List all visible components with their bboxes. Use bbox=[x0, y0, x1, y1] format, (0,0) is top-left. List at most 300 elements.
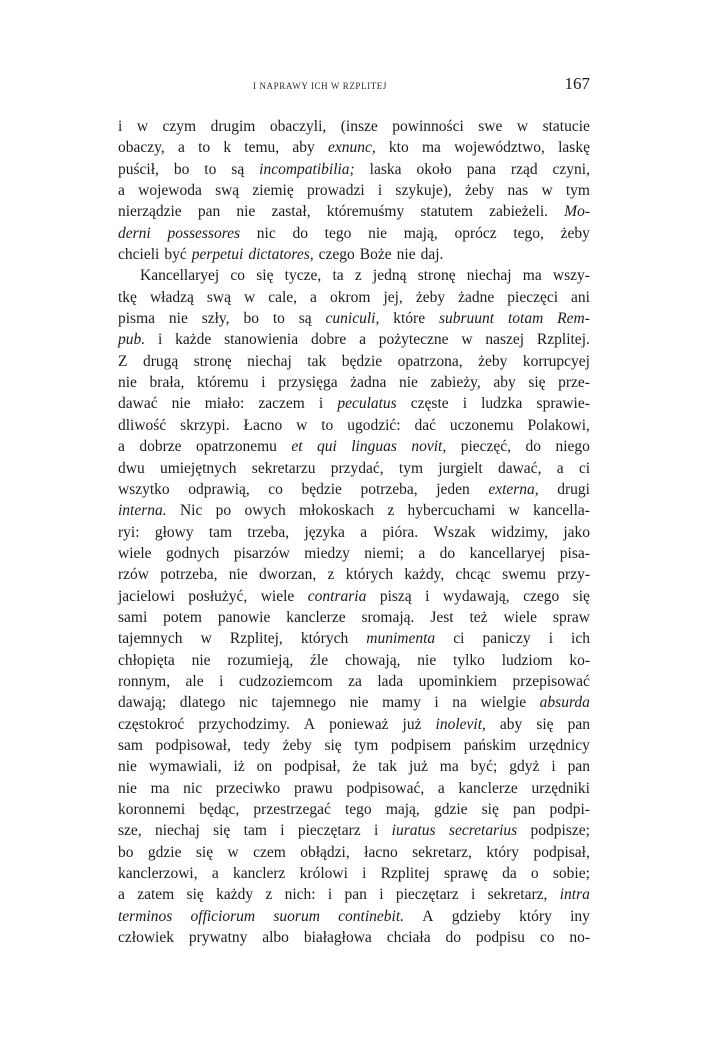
word: nie bbox=[398, 374, 418, 392]
word: nas bbox=[507, 182, 529, 200]
text-line bbox=[118, 543, 590, 564]
word: prze- bbox=[558, 374, 590, 392]
word: tak bbox=[307, 352, 327, 370]
word: miedzy bbox=[304, 544, 350, 562]
word: podpisał, bbox=[533, 843, 590, 861]
word: w bbox=[243, 288, 256, 306]
word: dobrze bbox=[139, 438, 182, 456]
word: dobre bbox=[310, 331, 347, 349]
word: każde bbox=[175, 331, 212, 349]
text-line bbox=[118, 628, 590, 649]
word: nic bbox=[183, 779, 203, 797]
word: są bbox=[231, 160, 245, 178]
word: laska bbox=[369, 160, 402, 178]
latin-word: continebit. bbox=[338, 907, 405, 925]
word: ponieważ bbox=[329, 715, 389, 733]
word: w bbox=[461, 331, 473, 349]
word: (insze bbox=[340, 118, 378, 135]
word: dwu bbox=[118, 459, 145, 477]
word: i bbox=[327, 886, 333, 904]
word: drugi bbox=[557, 480, 590, 498]
word: gdyż bbox=[509, 758, 540, 776]
word: się bbox=[481, 801, 499, 818]
text-line bbox=[118, 820, 590, 841]
word: w bbox=[200, 630, 212, 648]
word: niemi; bbox=[364, 544, 404, 562]
word: prawu bbox=[293, 779, 333, 797]
word: ma bbox=[522, 267, 542, 285]
word: do bbox=[439, 544, 456, 562]
word: białagłowa bbox=[303, 929, 372, 947]
word: ta bbox=[332, 267, 344, 285]
text-line bbox=[118, 842, 590, 863]
word: każdy bbox=[216, 886, 254, 904]
word: pana bbox=[466, 160, 496, 178]
word: przychodzimy. bbox=[198, 715, 290, 733]
latin-word: subruunt bbox=[438, 310, 495, 328]
word: pieczętarz bbox=[395, 886, 459, 904]
word: lada bbox=[377, 672, 404, 690]
word: odprawią, bbox=[188, 480, 250, 498]
word: w bbox=[296, 416, 308, 434]
word: ci bbox=[453, 630, 465, 648]
word: tylko bbox=[453, 651, 485, 669]
word: pożyteczne bbox=[378, 331, 449, 349]
word: głowy bbox=[154, 523, 194, 541]
word: nierządzie bbox=[118, 203, 182, 221]
text-line bbox=[118, 884, 590, 905]
word: zastał, bbox=[271, 203, 311, 221]
word: wydawają, bbox=[442, 587, 510, 605]
text-line bbox=[118, 927, 590, 948]
word: jako bbox=[563, 523, 590, 541]
word: nic bbox=[256, 224, 276, 242]
word: czym bbox=[162, 118, 197, 135]
word: dać bbox=[414, 416, 436, 434]
latin-word: absurda bbox=[539, 694, 590, 712]
word: żeby bbox=[415, 288, 446, 306]
word: których bbox=[345, 566, 394, 584]
word: które bbox=[393, 310, 426, 328]
word: nie bbox=[368, 224, 388, 242]
latin-word: suorum bbox=[273, 907, 320, 925]
word: zabieżeli. bbox=[489, 203, 549, 221]
word: iż bbox=[233, 758, 245, 776]
word: wiele bbox=[503, 608, 538, 626]
word: zatem bbox=[137, 886, 175, 904]
word: opatrzonemu bbox=[195, 438, 277, 456]
word: kanclerze bbox=[286, 608, 346, 626]
word: w bbox=[227, 843, 239, 861]
latin-word: secretarius bbox=[448, 822, 518, 840]
word: podpisować, bbox=[346, 779, 425, 797]
word: być bbox=[164, 246, 187, 264]
word: o bbox=[530, 865, 539, 883]
latin-word: cuniculi, bbox=[325, 310, 380, 328]
word: czem bbox=[253, 843, 286, 861]
word: tego bbox=[324, 224, 352, 242]
word: się bbox=[256, 267, 274, 285]
latin-word: externa, bbox=[488, 480, 539, 498]
text-line bbox=[118, 244, 590, 265]
word: stronę bbox=[193, 352, 232, 370]
word: a bbox=[437, 779, 445, 797]
word: Kancellaryej bbox=[140, 267, 220, 285]
word: aby bbox=[493, 374, 516, 392]
word: około bbox=[416, 160, 452, 178]
word: kto bbox=[388, 139, 409, 157]
word: to bbox=[321, 416, 334, 434]
word: ludziom bbox=[501, 651, 553, 669]
word: dliwość bbox=[118, 416, 167, 434]
word: też bbox=[469, 608, 488, 626]
word: przy- bbox=[557, 566, 590, 584]
word: chowają, bbox=[344, 651, 401, 669]
latin-word: inolevit, bbox=[435, 715, 486, 733]
word: urzędnicy bbox=[528, 736, 590, 754]
text-line bbox=[118, 500, 590, 521]
text-line bbox=[118, 735, 590, 756]
word: władzą bbox=[149, 288, 194, 306]
text-line bbox=[118, 756, 590, 777]
word: a bbox=[118, 182, 125, 200]
word: szły, bbox=[201, 310, 230, 328]
word: swe bbox=[478, 118, 503, 135]
word: podpi- bbox=[549, 801, 590, 818]
latin-word: interna. bbox=[118, 502, 167, 520]
word: pan bbox=[567, 758, 590, 776]
word: tym bbox=[565, 182, 590, 200]
latin-word: contraria bbox=[307, 587, 367, 605]
word: kancella- bbox=[533, 502, 590, 520]
word: i bbox=[219, 672, 224, 690]
word: chłopięta bbox=[118, 651, 175, 669]
word: dawać, bbox=[497, 459, 542, 477]
word: i bbox=[548, 630, 553, 648]
word: żeby bbox=[282, 736, 312, 754]
latin-word: perpetui bbox=[191, 246, 244, 264]
word: to bbox=[198, 139, 211, 157]
word: a bbox=[360, 523, 368, 541]
word: cale, bbox=[268, 288, 298, 306]
word: umiejętnych bbox=[159, 459, 237, 477]
word: stanowienia bbox=[224, 331, 299, 349]
word: i bbox=[157, 331, 163, 349]
word: każdy, bbox=[404, 566, 445, 584]
word: drugą bbox=[142, 352, 179, 370]
text-line bbox=[118, 415, 590, 436]
text-line bbox=[118, 863, 590, 884]
word: Rzplitej. bbox=[536, 331, 590, 349]
word: w bbox=[136, 118, 149, 135]
word: Polakowi, bbox=[527, 416, 590, 434]
word: pan bbox=[344, 886, 367, 904]
word: jeden bbox=[436, 480, 470, 498]
word: dawać bbox=[118, 395, 158, 413]
word: nie bbox=[171, 395, 191, 413]
word: człowiek bbox=[118, 929, 174, 947]
latin-word: officiorum bbox=[190, 907, 256, 925]
word: drugim bbox=[210, 118, 256, 135]
word: cudzoziemcom bbox=[238, 672, 333, 690]
word: się bbox=[572, 587, 590, 605]
word: już bbox=[402, 715, 422, 733]
word: wielgie bbox=[480, 694, 527, 712]
word: mamy bbox=[382, 694, 421, 712]
word: prowadzi bbox=[306, 182, 365, 200]
text-line bbox=[118, 265, 590, 286]
word: wszy- bbox=[552, 267, 590, 285]
word: oprócz bbox=[454, 224, 497, 242]
text-line bbox=[118, 564, 590, 585]
word: i bbox=[379, 886, 384, 904]
word: dlatego bbox=[179, 694, 226, 712]
word: bo bbox=[118, 843, 134, 861]
word: że bbox=[352, 758, 367, 776]
word: pan bbox=[197, 203, 221, 221]
word: urzędniki bbox=[531, 779, 590, 797]
word: i bbox=[377, 182, 383, 200]
word: tak bbox=[378, 758, 398, 776]
word: mają, bbox=[385, 801, 420, 818]
word: Wszak bbox=[433, 523, 476, 541]
word: częste bbox=[410, 395, 449, 413]
word: tego, bbox=[513, 224, 544, 242]
word: tedy bbox=[243, 736, 271, 754]
word: korrupcyej bbox=[522, 352, 590, 370]
word: się bbox=[324, 736, 342, 754]
word: nie bbox=[118, 374, 137, 392]
word: kancellaryej bbox=[469, 544, 546, 562]
word: niechaj bbox=[466, 267, 512, 285]
word: nie bbox=[228, 566, 248, 584]
word: i bbox=[551, 758, 556, 776]
word: co bbox=[230, 267, 246, 285]
word: swą bbox=[206, 288, 231, 306]
word: sekretarz, bbox=[487, 886, 548, 904]
word: puścił, bbox=[118, 160, 159, 178]
word: ma bbox=[421, 139, 441, 157]
word: do bbox=[525, 438, 541, 456]
word: i bbox=[280, 822, 285, 840]
word: piszą bbox=[379, 587, 412, 605]
word: młokoskach bbox=[299, 502, 375, 520]
word: i bbox=[362, 865, 367, 883]
text-line bbox=[118, 479, 590, 500]
word: będzie bbox=[301, 480, 342, 498]
word: a bbox=[418, 544, 426, 562]
word: pisa- bbox=[559, 544, 590, 562]
word: brała, bbox=[149, 374, 185, 392]
latin-word: exnunc, bbox=[327, 139, 376, 157]
word: A bbox=[303, 715, 316, 733]
word: skrzypi. bbox=[180, 416, 230, 434]
word: których bbox=[300, 630, 349, 648]
word: swemu bbox=[502, 566, 547, 584]
word: Jest bbox=[430, 608, 454, 626]
word: nie bbox=[168, 310, 188, 328]
text-line bbox=[118, 778, 590, 799]
word: sam bbox=[118, 736, 143, 754]
word: prywatny bbox=[188, 929, 248, 947]
word: zaczem bbox=[258, 395, 305, 413]
word: ma bbox=[150, 779, 170, 797]
word: i bbox=[261, 374, 266, 392]
word: wiele bbox=[118, 544, 152, 562]
word: nie bbox=[417, 651, 437, 669]
text-line bbox=[118, 372, 590, 393]
word: się bbox=[195, 843, 214, 861]
word: i bbox=[462, 395, 468, 413]
word: po bbox=[215, 502, 232, 520]
word: z bbox=[354, 267, 362, 285]
text-line bbox=[118, 799, 590, 820]
word: tajemnego bbox=[271, 694, 337, 712]
word: i bbox=[318, 395, 324, 413]
word: Rzplitej bbox=[380, 865, 430, 883]
word: się bbox=[213, 822, 231, 840]
word: kanclerz bbox=[232, 865, 286, 883]
latin-word: linguas bbox=[351, 438, 397, 456]
text-line bbox=[118, 159, 590, 180]
word: sprawie- bbox=[536, 395, 590, 413]
word: no- bbox=[569, 929, 590, 947]
latin-word: novit, bbox=[411, 438, 447, 456]
word: Z bbox=[118, 352, 128, 370]
latin-word: pub. bbox=[118, 331, 146, 349]
word: ci bbox=[578, 459, 590, 477]
word: chcieli bbox=[118, 246, 160, 264]
word: k bbox=[223, 139, 232, 157]
word: są bbox=[298, 310, 312, 328]
word: trzeba, bbox=[247, 523, 290, 541]
word: posłużyć, bbox=[188, 587, 248, 605]
word: w bbox=[516, 118, 529, 135]
text-line bbox=[118, 287, 590, 308]
word: przestrzegać bbox=[253, 801, 331, 818]
word: i bbox=[425, 587, 430, 605]
word: żeby bbox=[478, 352, 508, 370]
word: ich bbox=[571, 630, 590, 648]
word: ryi: bbox=[118, 523, 140, 541]
latin-word: terminos bbox=[118, 907, 173, 925]
text-line bbox=[118, 180, 590, 201]
word: jacielowi bbox=[118, 587, 175, 605]
word: będąc, bbox=[199, 801, 240, 818]
word: przysięga bbox=[278, 374, 338, 392]
running-head: I NAPRAWY ICH W RZPLITEJ bbox=[253, 81, 388, 91]
word: wymawiali, bbox=[148, 758, 222, 776]
text-line bbox=[118, 223, 590, 244]
word: temu, bbox=[244, 139, 280, 157]
latin-word: derni bbox=[118, 224, 151, 242]
word: niechaj bbox=[247, 352, 292, 370]
word: tycze, bbox=[284, 267, 322, 285]
latin-word: possessores bbox=[167, 224, 241, 242]
latin-word: et bbox=[291, 438, 303, 456]
word: czego bbox=[318, 246, 355, 264]
word: Nic bbox=[179, 502, 203, 520]
word: wszytko bbox=[118, 480, 170, 498]
word: a bbox=[310, 288, 317, 306]
word: któremu bbox=[197, 374, 249, 392]
word: pieczęć, bbox=[460, 438, 512, 456]
word: gdzie bbox=[433, 801, 468, 818]
word: pisarzów bbox=[233, 544, 290, 562]
word: Boże bbox=[359, 246, 392, 264]
word: czyni, bbox=[552, 160, 590, 178]
word: ugodzić: bbox=[347, 416, 401, 434]
word: a bbox=[177, 139, 185, 157]
word: dworzan, bbox=[259, 566, 317, 584]
word: podpisem bbox=[390, 736, 452, 754]
word: albo bbox=[262, 929, 289, 947]
word: Łacno bbox=[243, 416, 283, 434]
word: nie bbox=[396, 246, 416, 264]
word: upominkiem bbox=[418, 672, 497, 690]
word: który bbox=[519, 907, 552, 925]
word: sze, bbox=[118, 822, 142, 840]
word: a bbox=[211, 865, 219, 883]
word: żadna bbox=[350, 374, 387, 392]
word: tkę bbox=[118, 288, 137, 306]
word: niechaj bbox=[155, 822, 200, 840]
word: nie bbox=[118, 779, 137, 797]
word: naszej bbox=[485, 331, 525, 349]
word: przeciwko bbox=[215, 779, 281, 797]
word: sekretarzu bbox=[251, 459, 316, 477]
word: to bbox=[272, 310, 285, 328]
word: kanclerze bbox=[458, 779, 518, 797]
latin-word: munimenta bbox=[366, 630, 436, 648]
text-line bbox=[118, 906, 590, 927]
word: daj. bbox=[420, 246, 444, 264]
word: aby bbox=[292, 139, 315, 157]
word: języka bbox=[304, 523, 345, 541]
latin-word: peculatus bbox=[337, 395, 397, 413]
word: statutem bbox=[420, 203, 473, 221]
text-line bbox=[118, 692, 590, 713]
text-line bbox=[118, 436, 590, 457]
text-line bbox=[118, 351, 590, 372]
latin-word: qui bbox=[316, 438, 337, 456]
word: niego bbox=[555, 438, 590, 456]
word: chcąc bbox=[455, 566, 491, 584]
text-line bbox=[118, 671, 590, 692]
word: co bbox=[539, 929, 555, 947]
text-line bbox=[118, 329, 590, 350]
text-line bbox=[118, 586, 590, 607]
body-text bbox=[118, 116, 590, 948]
word: i bbox=[434, 694, 439, 712]
word: paniczy bbox=[482, 630, 531, 648]
word: w bbox=[508, 502, 520, 520]
word: tajemnych bbox=[118, 630, 183, 648]
word: chciała bbox=[386, 929, 431, 947]
word: przydać, bbox=[330, 459, 384, 477]
word: tego bbox=[345, 801, 372, 818]
word: spraw bbox=[552, 608, 590, 626]
word: ani bbox=[571, 288, 590, 306]
word: źle bbox=[310, 651, 329, 669]
word: miało: bbox=[204, 395, 245, 413]
word: jurgielt bbox=[438, 459, 483, 477]
word: bo bbox=[243, 310, 259, 328]
text-line bbox=[118, 607, 590, 628]
word: owych bbox=[244, 502, 286, 520]
word: pieczętarz bbox=[297, 822, 361, 840]
text-line bbox=[118, 201, 590, 222]
